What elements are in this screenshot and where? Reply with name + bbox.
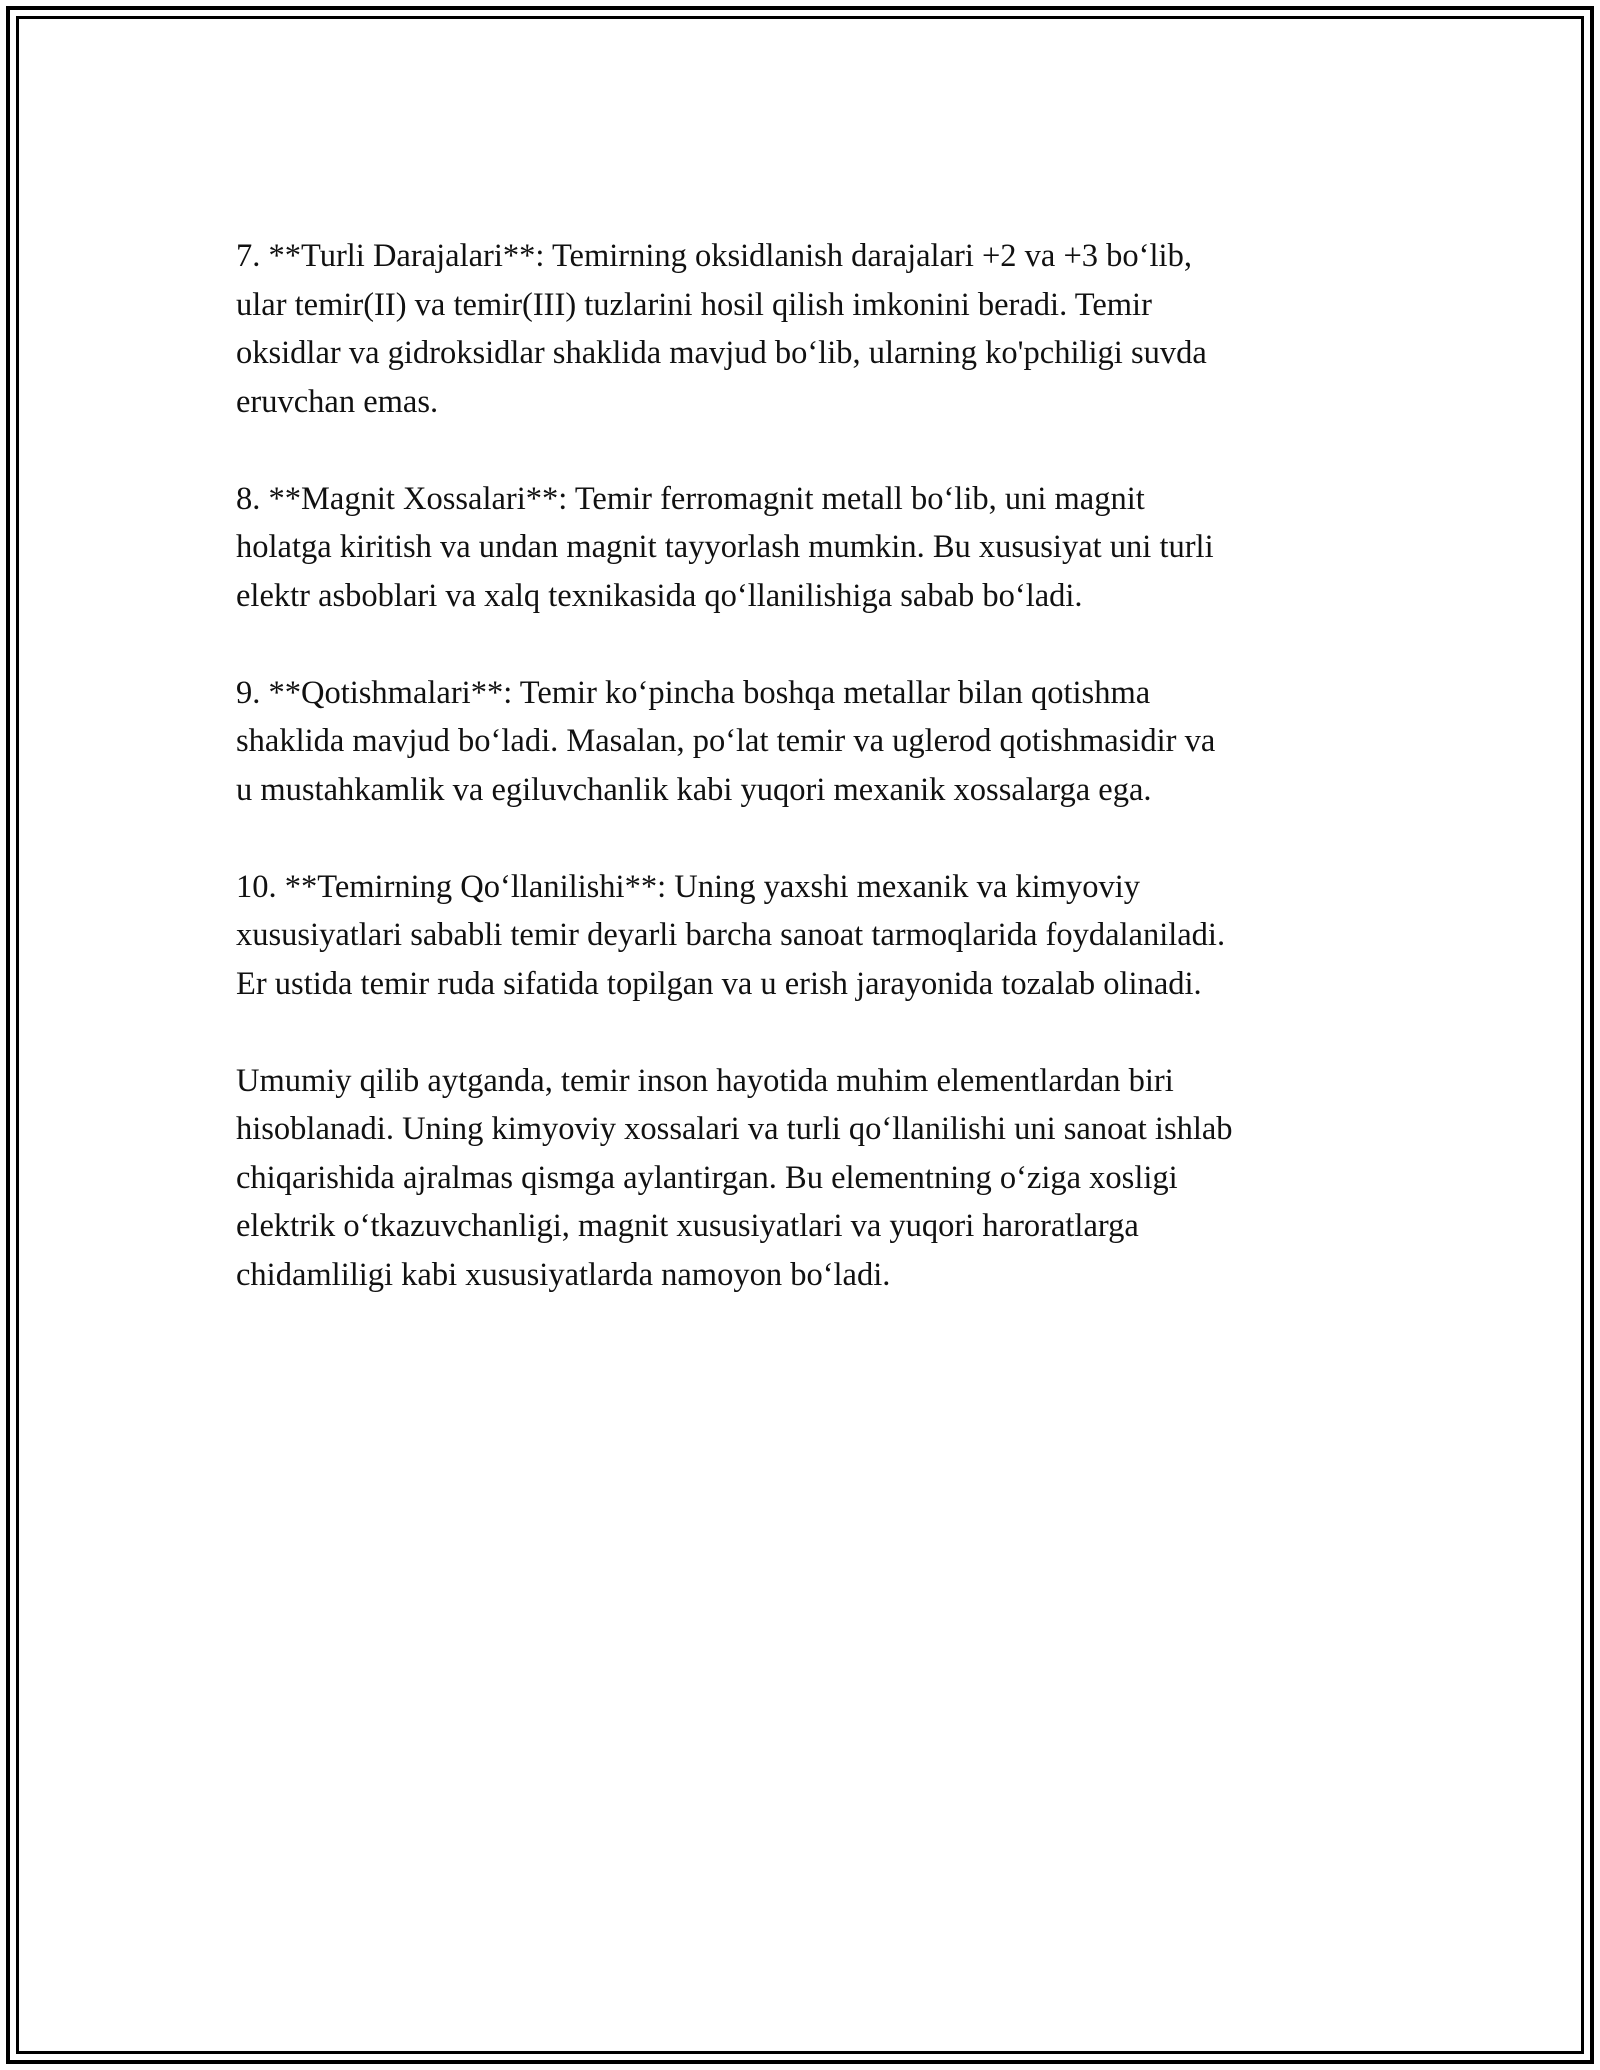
text-line: 10. **Temirning Qo‘llanilishi**: Uning yaxshi mexanik va kimyoviy [236,868,1141,905]
text-line: chidamliligi kabi xususiyatlarda namoyon bo‘ladi. [236,1256,891,1293]
text-line: chiqarishida ajralmas qismga aylantirgan. Bu elementning o‘ziga xosligi [236,1159,1178,1196]
paragraph-qotishmalari [236,669,1366,815]
text-line: u mustahkamlik va egiluvchanlik kabi yuqori mexanik xossalarga ega. [236,771,1152,808]
text-line: Er ustida temir ruda sifatida topilgan va u erish jarayonida tozalab olinadi. [236,965,1202,1002]
paragraph-magnit-xossalari [236,475,1366,621]
text-line: 9. **Qotishmalari**: Temir ko‘pincha boshqa metallar bilan qotishma [236,674,1151,711]
text-line: eruvchan emas. [236,383,439,420]
text-line: shaklida mavjud bo‘ladi. Masalan, po‘lat temir va uglerod qotishmasidir va [236,723,1216,759]
text-line: 8. **Magnit Xossalari**: Temir ferromagnit metall bo‘lib, uni magnit [236,480,1145,517]
paragraph-turli-darajalari [236,232,1366,426]
text-line: holatga kiritish va undan magnit tayyorlash mumkin. Bu xususiyat uni turli [236,529,1214,565]
text-line: ular temir(II) va temir(III) tuzlarini hosil qilish imkonini beradi. Temir [236,286,1152,323]
text-line: Umumiy qilib aytganda, temir inson hayotida muhim elementlardan biri [236,1062,1174,1099]
document-body [236,232,1366,1348]
text-line: oksidlar va gidroksidlar shaklida mavjud bo‘lib, ularning ko'pchiligi suvda [236,335,1207,371]
text-line: hisoblanadi. Uning kimyoviy xossalari va turli qo‘llanilishi uni sanoat ishlab [236,1111,1233,1147]
text-line: 7. **Turli Darajalari**: Temirning oksidlanish darajalari +2 va +3 bo‘lib, [236,238,1192,274]
paragraph-temirning-qollanilishi [236,863,1366,1009]
text-line: elektr asboblari va xalq texnikasida qo‘llanilishiga sabab bo‘ladi. [236,577,1083,614]
paragraph-conclusion [236,1057,1366,1300]
text-line: xususiyatlari sababli temir deyarli barcha sanoat tarmoqlarida foydalaniladi. [236,917,1226,953]
text-line: elektrik o‘tkazuvchanligi, magnit xususiyatlari va yuqori haroratlarga [236,1208,1139,1244]
